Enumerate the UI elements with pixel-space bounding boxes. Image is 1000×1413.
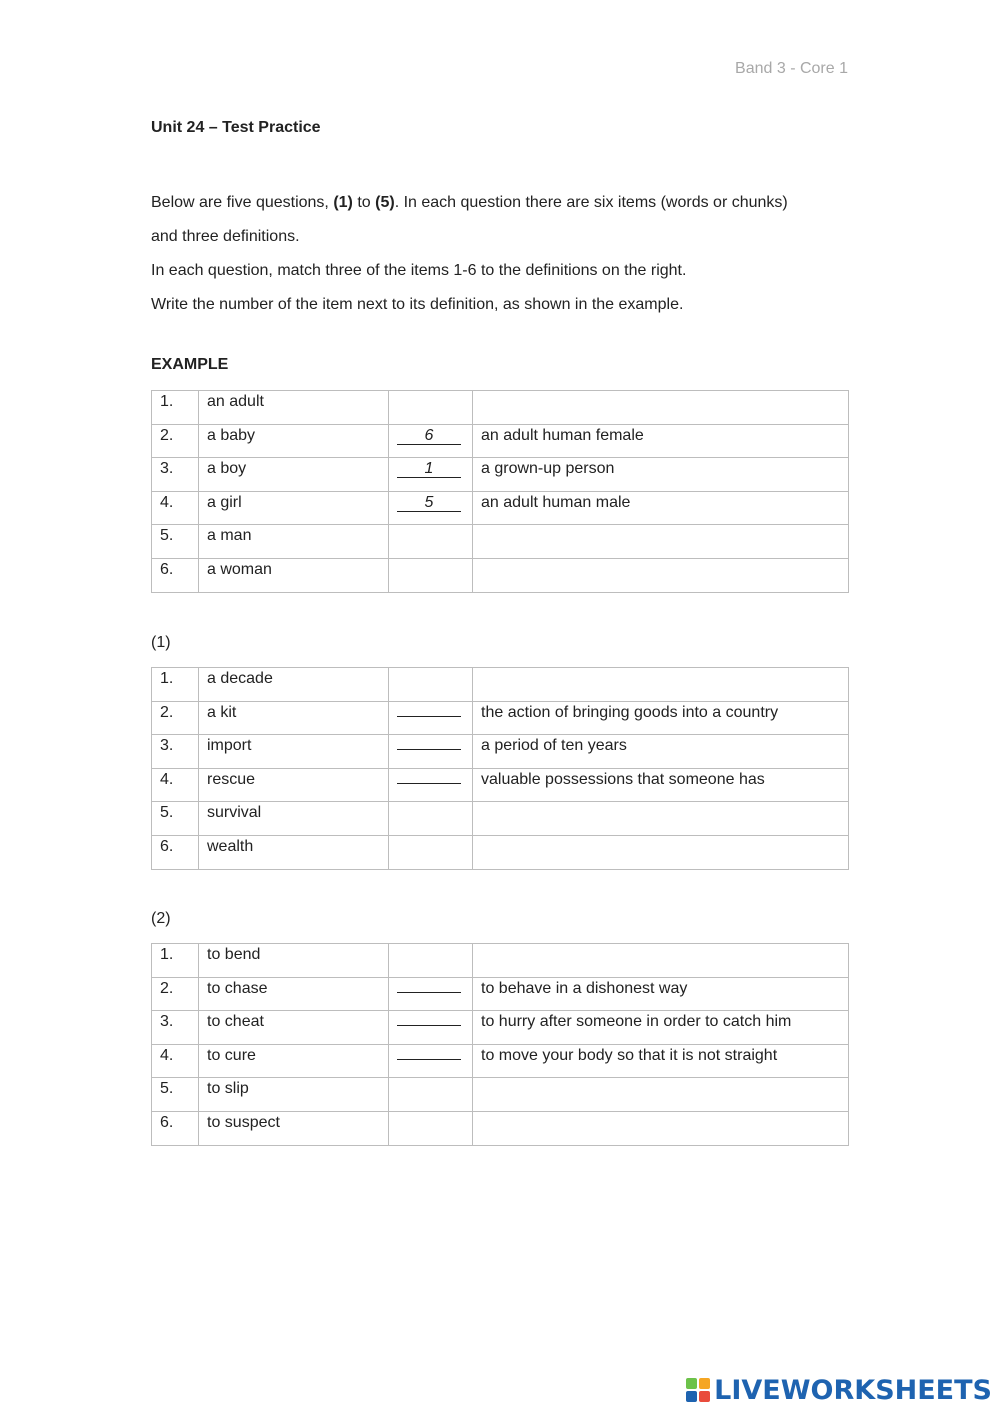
definition-text: valuable possessions that someone has	[473, 768, 849, 802]
answer-cell	[389, 668, 473, 702]
question-1-table	[151, 667, 849, 870]
item-number: 6.	[152, 558, 199, 592]
item-text: wealth	[199, 835, 389, 869]
table-row	[152, 802, 849, 836]
logo-mark-icon	[686, 1378, 710, 1402]
item-number: 3.	[152, 458, 199, 492]
item-number: 2.	[152, 701, 199, 735]
instruction-line-4: Write the number of the item next to its definition, as shown in the example.	[151, 296, 684, 313]
example-table	[151, 390, 849, 593]
item-number: 3.	[152, 735, 199, 769]
table-row	[152, 701, 849, 735]
item-number: 1.	[152, 944, 199, 978]
page-title: Unit 24 – Test Practice	[151, 119, 321, 136]
table-row	[152, 1044, 849, 1078]
example-answer: 6	[397, 427, 461, 445]
definition-text: a grown-up person	[473, 458, 849, 492]
question-2-label: (2)	[151, 910, 171, 927]
table-row	[152, 1011, 849, 1045]
answer-blank[interactable]	[397, 1059, 461, 1060]
answer-cell	[389, 768, 473, 802]
definition-text: to move your body so that it is not straight	[473, 1044, 849, 1078]
item-number: 1.	[152, 668, 199, 702]
table-row	[152, 768, 849, 802]
item-number: 6.	[152, 1111, 199, 1145]
answer-cell	[389, 802, 473, 836]
answer-cell	[389, 558, 473, 592]
table-row	[152, 668, 849, 702]
item-number: 2.	[152, 977, 199, 1011]
item-number: 4.	[152, 491, 199, 525]
item-text: to suspect	[199, 1111, 389, 1145]
definition-text	[473, 391, 849, 425]
item-number: 5.	[152, 1078, 199, 1112]
item-text: a boy	[199, 458, 389, 492]
item-text: import	[199, 735, 389, 769]
definition-text: a period of ten years	[473, 735, 849, 769]
item-number: 4.	[152, 1044, 199, 1078]
item-text: a baby	[199, 424, 389, 458]
item-number: 4.	[152, 768, 199, 802]
table-row	[152, 391, 849, 425]
item-text: an adult	[199, 391, 389, 425]
instruction-line-1: Below are five questions, (1) to (5). In each question there are six items (words or chunks)	[151, 194, 788, 211]
definition-text: to hurry after someone in order to catch him	[473, 1011, 849, 1045]
item-number: 1.	[152, 391, 199, 425]
definition-text: to behave in a dishonest way	[473, 977, 849, 1011]
definition-text	[473, 835, 849, 869]
definition-text	[473, 802, 849, 836]
table-row	[152, 944, 849, 978]
example-label: EXAMPLE	[151, 356, 229, 373]
answer-cell	[389, 1078, 473, 1112]
answer-cell	[389, 977, 473, 1011]
definition-text: an adult human male	[473, 491, 849, 525]
item-text: to slip	[199, 1078, 389, 1112]
item-text: survival	[199, 802, 389, 836]
answer-cell	[389, 835, 473, 869]
answer-blank[interactable]	[397, 749, 461, 750]
answer-blank[interactable]	[397, 992, 461, 993]
item-number: 6.	[152, 835, 199, 869]
definition-text	[473, 525, 849, 559]
definition-text	[473, 944, 849, 978]
definition-text	[473, 1111, 849, 1145]
item-text: a woman	[199, 558, 389, 592]
answer-cell	[389, 458, 473, 492]
item-text: a girl	[199, 491, 389, 525]
answer-blank[interactable]	[397, 716, 461, 717]
example-answer: 1	[397, 460, 461, 478]
item-number: 5.	[152, 802, 199, 836]
liveworksheets-logo	[686, 1375, 992, 1405]
table-row	[152, 558, 849, 592]
answer-cell	[389, 391, 473, 425]
question-1-label: (1)	[151, 634, 171, 651]
answer-blank[interactable]	[397, 1025, 461, 1026]
table-row	[152, 491, 849, 525]
table-row	[152, 835, 849, 869]
item-text: to cure	[199, 1044, 389, 1078]
table-row	[152, 1111, 849, 1145]
definition-text: an adult human female	[473, 424, 849, 458]
table-row	[152, 458, 849, 492]
definition-text	[473, 1078, 849, 1112]
table-row	[152, 525, 849, 559]
answer-cell	[389, 1044, 473, 1078]
item-number: 2.	[152, 424, 199, 458]
item-text: a man	[199, 525, 389, 559]
item-number: 5.	[152, 525, 199, 559]
item-text: to cheat	[199, 1011, 389, 1045]
item-text: to bend	[199, 944, 389, 978]
answer-cell	[389, 735, 473, 769]
logo-text: LIVEWORKSHEETS	[714, 1374, 992, 1406]
answer-cell	[389, 1011, 473, 1045]
definition-text: the action of bringing goods into a country	[473, 701, 849, 735]
answer-cell	[389, 491, 473, 525]
answer-cell	[389, 525, 473, 559]
answer-cell	[389, 1111, 473, 1145]
question-2-table	[151, 943, 849, 1146]
definition-text	[473, 558, 849, 592]
item-text: a decade	[199, 668, 389, 702]
table-row	[152, 977, 849, 1011]
answer-cell	[389, 424, 473, 458]
definition-text	[473, 668, 849, 702]
table-row	[152, 1078, 849, 1112]
instructions	[151, 186, 851, 322]
item-text: a kit	[199, 701, 389, 735]
answer-blank[interactable]	[397, 783, 461, 784]
header-band-label: Band 3 - Core 1	[735, 60, 848, 77]
instruction-line-2: and three definitions.	[151, 228, 300, 245]
item-number: 3.	[152, 1011, 199, 1045]
example-answer: 5	[397, 494, 461, 512]
table-row	[152, 735, 849, 769]
table-row	[152, 424, 849, 458]
answer-cell	[389, 701, 473, 735]
item-text: rescue	[199, 768, 389, 802]
answer-cell	[389, 944, 473, 978]
item-text: to chase	[199, 977, 389, 1011]
instruction-line-3: In each question, match three of the items 1-6 to the definitions on the right.	[151, 262, 687, 279]
